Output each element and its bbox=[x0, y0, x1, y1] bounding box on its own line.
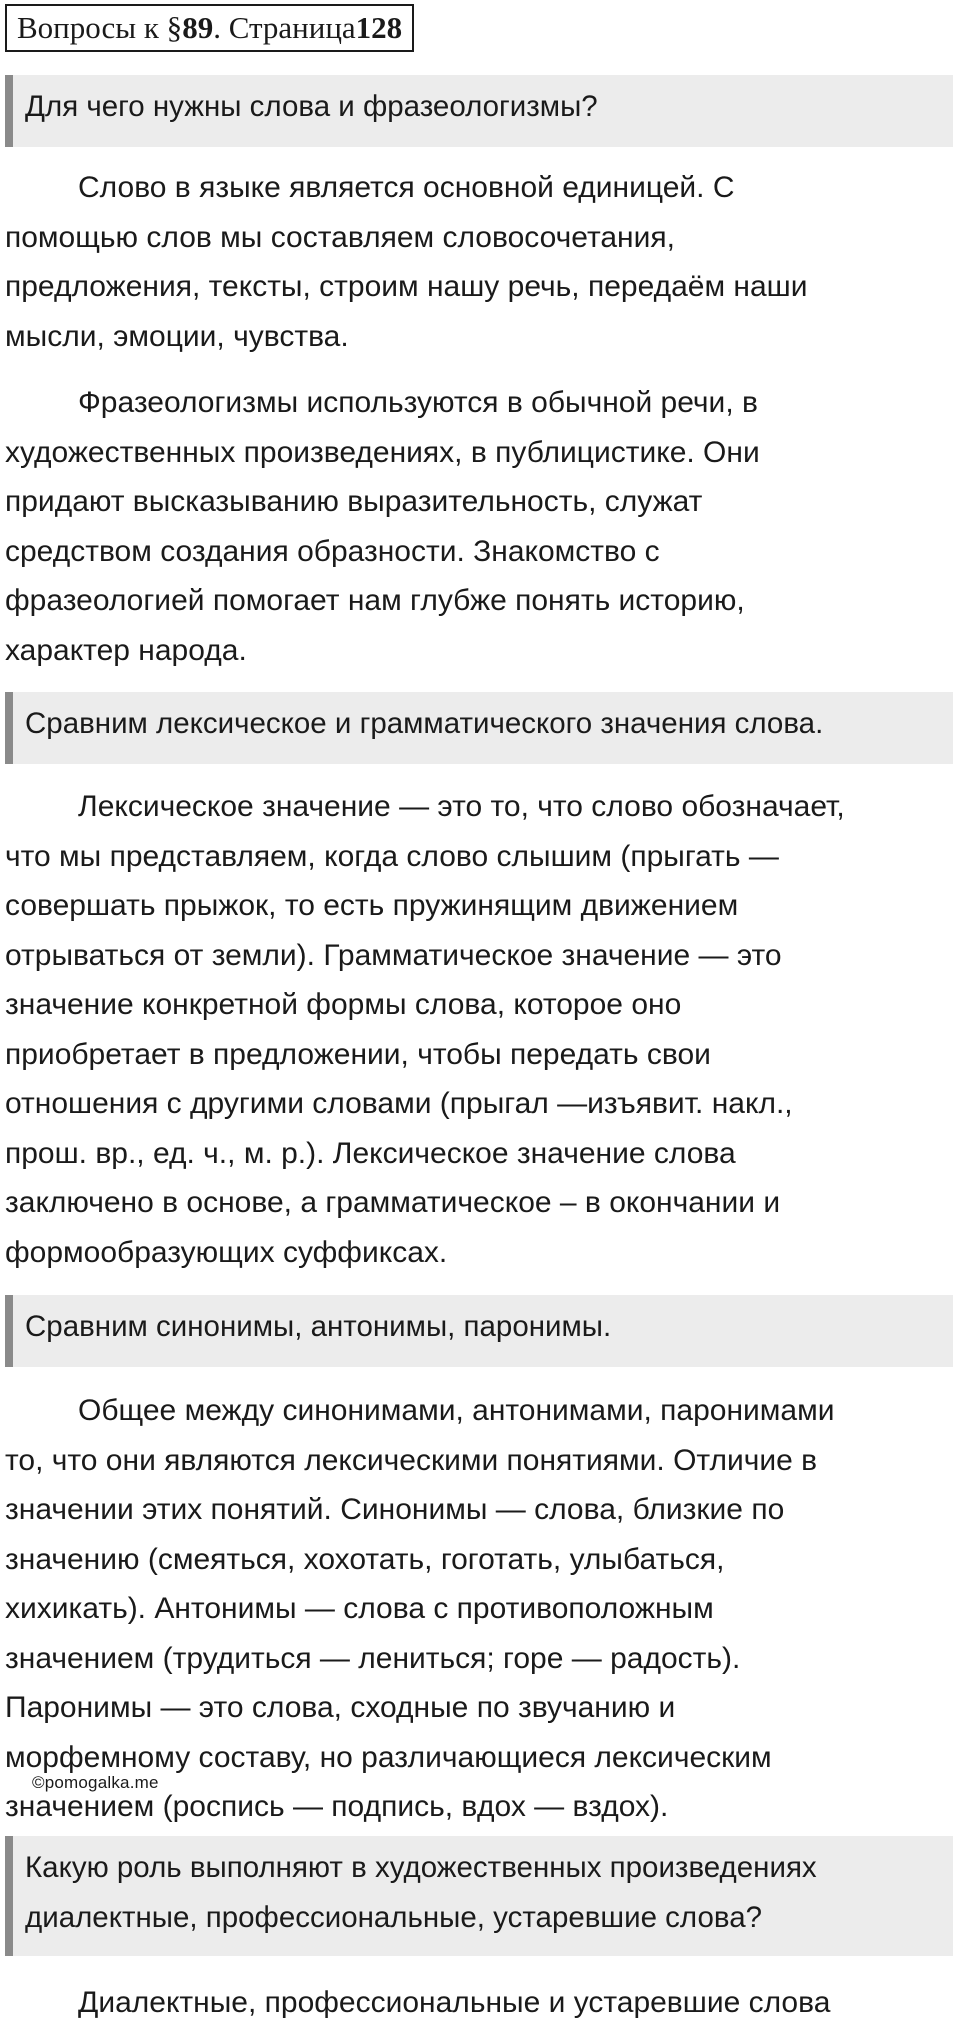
answer-line: предложения, тексты, строим нашу речь, передаём наши bbox=[5, 270, 808, 303]
answer-3 bbox=[5, 1386, 953, 1832]
answer-line: средством создания образности. Знакомство с bbox=[5, 534, 660, 568]
answer-line: Общее между синонимами, антонимами, паронимами bbox=[78, 1394, 835, 1427]
question-2-title: Сравним лексическое и грамматического значения слова. bbox=[25, 707, 824, 740]
answer-line: хихикать). Антонимы — слова с противоположным bbox=[5, 1592, 714, 1625]
question-3-box bbox=[5, 1295, 953, 1367]
answer-line: отрываться от земли). Грамматическое значение — это bbox=[5, 938, 782, 972]
answer-line: значением (роспись — подпись, вдох — вздох). bbox=[5, 1790, 669, 1823]
answer-2 bbox=[5, 782, 953, 1277]
answer-line: то, что они являются лексическими понятиями. Отличие в bbox=[5, 1443, 818, 1477]
title-prefix: Вопросы к § bbox=[17, 10, 183, 45]
question-1-box bbox=[5, 75, 953, 147]
answer-line: помощью слов мы составляем словосочетания, bbox=[5, 220, 675, 254]
answer-line: совершать прыжок, то есть пружинящим движением bbox=[5, 889, 739, 922]
answer-line: значении этих понятий. Синонимы — слова, близкие по bbox=[5, 1493, 785, 1526]
question-3-title: Сравним синонимы, антонимы, паронимы. bbox=[25, 1310, 612, 1343]
page-title bbox=[5, 4, 414, 52]
question-1-title: Для чего нужны слова и фразеологизмы? bbox=[25, 90, 598, 123]
answer-line: формообразующих суффиксах. bbox=[5, 1235, 448, 1269]
answer-line: прош. вр., ед. ч., м. р.). Лексическое значение слова bbox=[5, 1136, 736, 1170]
answer-line: морфемному составу, но различающиеся лексическим bbox=[5, 1740, 772, 1774]
question-2-box bbox=[5, 692, 953, 764]
answer-line: Лексическое значение — это то, что слово обозначает, bbox=[78, 790, 845, 823]
answer-line: что мы представляем, когда слово слышим (прыгать — bbox=[5, 839, 779, 873]
answer-line: Слово в языке является основной единицей. С bbox=[78, 171, 735, 204]
answer-1 bbox=[5, 163, 953, 361]
answer-line: художественных произведениях, в публицистике. Они bbox=[5, 435, 760, 469]
answer-line: фразеологией помогает нам глубже понять историю, bbox=[5, 584, 745, 617]
answer-line: отношения с другими словами (прыгал —изъявит. накл., bbox=[5, 1087, 793, 1120]
question-4-box bbox=[5, 1836, 953, 1956]
answer-line: значению (смеяться, хохотать, гоготать, улыбаться, bbox=[5, 1542, 725, 1576]
answer-line: заключено в основе, а грамматическое – в окончании и bbox=[5, 1186, 781, 1219]
watermark: ©pomogalka.me bbox=[32, 1773, 159, 1792]
answer-line: Паронимы — это слова, сходные по звучанию и bbox=[5, 1691, 676, 1724]
answer-line: значением (трудиться — лениться; горе — радость). bbox=[5, 1641, 741, 1675]
title-middle: . Страница bbox=[213, 10, 356, 45]
question-4-title-line: Какую роль выполняют в художественных произведениях bbox=[25, 1851, 817, 1884]
answer-line: мысли, эмоции, чувства. bbox=[5, 319, 349, 353]
page-number: 128 bbox=[355, 10, 403, 45]
answer-line: Фразеологизмы используются в обычной речи, в bbox=[78, 386, 758, 419]
question-4-title-line: диалектные, профессиональные, устаревшие слова? bbox=[25, 1900, 763, 1934]
answer-line: значение конкретной формы слова, которое оно bbox=[5, 988, 682, 1021]
answer-line: Диалектные, профессиональные и устаревшие слова bbox=[78, 1986, 831, 2019]
answer-1-paragraph-2 bbox=[5, 378, 953, 675]
answer-line: приобретает в предложении, чтобы передать свои bbox=[5, 1037, 711, 1071]
answer-line: придают высказыванию выразительность, служат bbox=[5, 485, 703, 518]
paragraph-number: 89 bbox=[182, 10, 214, 45]
answer-line: характер народа. bbox=[5, 633, 247, 667]
answer-4 bbox=[5, 1978, 953, 2028]
